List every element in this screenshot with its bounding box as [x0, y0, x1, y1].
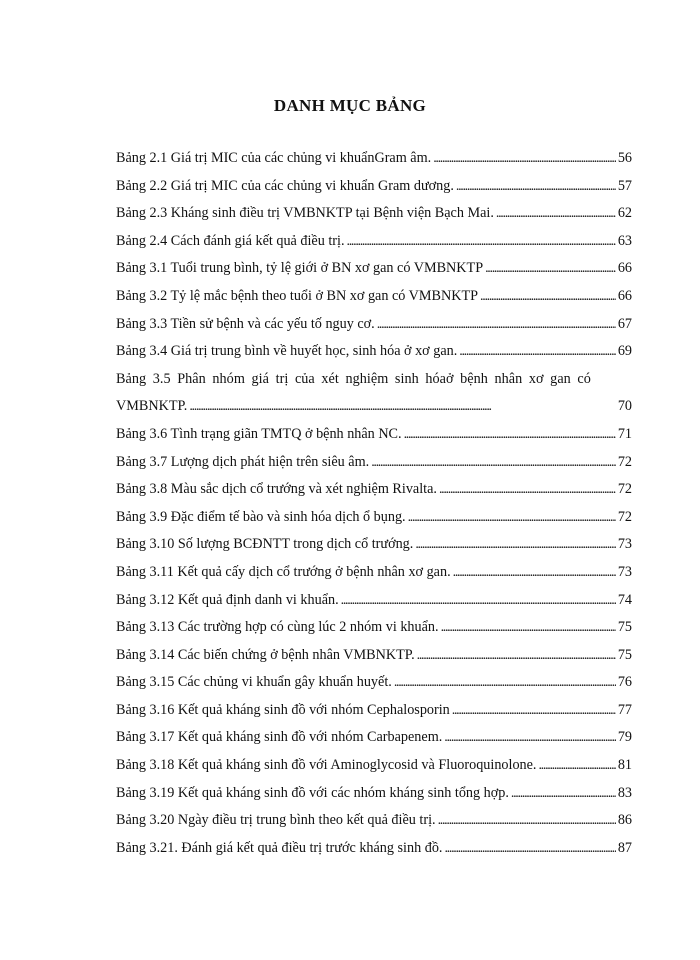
- dot-leader: [444, 729, 616, 746]
- list-item: [116, 178, 632, 206]
- dot-leader: [371, 454, 616, 471]
- list-item: [116, 592, 632, 620]
- entry-label: Bảng 3.1 Tuổi trung bình, tỷ lệ giới ở BN xơ gan có VMBNKTP: [116, 260, 484, 277]
- list-item: [116, 757, 632, 785]
- list-item: [116, 840, 632, 868]
- dot-leader: [408, 509, 616, 526]
- entry-label: Bảng 3.8 Màu sắc dịch cổ trướng và xét nghiệm Rivalta.: [116, 481, 437, 498]
- entry-label: Bảng 2.2 Giá trị MIC của các chủng vi khuẩn Gram dương.: [116, 177, 454, 194]
- entry-page: 73: [617, 536, 632, 553]
- list-item: [116, 233, 632, 261]
- entry-label-continued: VMBNKTP.: [116, 398, 188, 415]
- entry-page: 72: [617, 508, 632, 525]
- list-item: [116, 564, 632, 592]
- entry-label: Bảng 2.4 Cách đánh giá kết quả điều trị.: [116, 232, 345, 249]
- entry-page: 66: [617, 260, 632, 277]
- entry-label: Bảng 3.20 Ngày điều trị trung bình theo kết quả điều trị.: [116, 812, 436, 829]
- entry-page: 77: [617, 701, 632, 718]
- entry-page: 69: [617, 343, 632, 360]
- entry-page: 76: [617, 674, 632, 691]
- entry-label: Bảng 3.7 Lượng dịch phát hiện trên siêu âm.: [116, 453, 370, 470]
- dot-leader: [394, 674, 616, 691]
- list-item: [116, 729, 632, 757]
- entry-label: Bảng 3.9 Đặc điểm tế bào và sinh hóa dịch ổ bụng.: [116, 508, 406, 525]
- entry-page: 75: [617, 646, 632, 663]
- dot-leader: [347, 233, 616, 250]
- entry-label: Bảng 3.10 Số lượng BCĐNTT trong dịch cổ trướng.: [116, 536, 414, 553]
- entry-label: Bảng 3.16 Kết quả kháng sinh đồ với nhóm Cephalosporin: [116, 701, 450, 718]
- list-item: [116, 150, 632, 178]
- dot-leader: [456, 178, 616, 195]
- entry-label: Bảng 3.6 Tình trạng giãn TMTQ ở bệnh nhân NC.: [116, 425, 402, 442]
- dot-leader: [417, 647, 616, 664]
- entry-page: 63: [617, 232, 632, 249]
- dot-leader: [415, 536, 616, 553]
- entry-page: 79: [617, 729, 632, 746]
- entry-page: 72: [617, 481, 632, 498]
- list-item: [116, 481, 632, 509]
- list-item: [116, 812, 632, 840]
- entry-page: 83: [617, 784, 632, 801]
- entry-label: Bảng 3.19 Kết quả kháng sinh đồ với các nhóm kháng sinh tổng hợp.: [116, 784, 509, 801]
- list-item: [116, 260, 632, 288]
- list-item: [116, 288, 632, 316]
- entry-label: Bảng 3.12 Kết quả định danh vi khuẩn.: [116, 591, 339, 608]
- entry-page: 73: [617, 563, 632, 580]
- entry-label: Bảng 3.13 Các trường hợp có cùng lúc 2 nhóm vi khuẩn.: [116, 619, 439, 636]
- dot-leader: [485, 260, 616, 277]
- dot-leader: [377, 316, 616, 333]
- dot-leader: [453, 564, 616, 581]
- dot-leader: [404, 426, 616, 443]
- dot-leader: [189, 398, 615, 415]
- entry-label: Bảng 3.17 Kết quả kháng sinh đồ với nhóm Carbapenem.: [116, 729, 443, 746]
- entry-label: Bảng 3.4 Giá trị trung bình về huyết học, sinh hóa ở xơ gan.: [116, 343, 458, 360]
- entry-page: 86: [617, 812, 632, 829]
- entry-page: 72: [617, 453, 632, 470]
- entry-page: 66: [617, 287, 632, 304]
- dot-leader: [438, 812, 616, 829]
- list-item: [116, 619, 632, 647]
- entry-label: Bảng 3.18 Kết quả kháng sinh đồ với Aminoglycosid và Fluoroquinolone.: [116, 757, 537, 774]
- dot-leader: [511, 785, 616, 802]
- dot-leader: [341, 592, 616, 609]
- dot-leader: [439, 481, 616, 498]
- entry-page: 81: [617, 757, 632, 774]
- dot-leader: [444, 840, 615, 857]
- dot-leader: [459, 343, 616, 360]
- list-item: [116, 316, 632, 344]
- list-item: [116, 205, 632, 233]
- entry-label: Bảng 2.3 Kháng sinh điều trị VMBNKTP tại Bệnh viện Bạch Mai.: [116, 205, 494, 222]
- entry-continuation: [116, 398, 632, 426]
- list-item: [116, 702, 632, 730]
- entry-page: 67: [617, 315, 632, 332]
- list-item: [116, 343, 632, 371]
- list-item: [116, 509, 632, 537]
- entry-page: 70: [617, 398, 632, 415]
- list-item: [116, 674, 632, 702]
- list-item: [116, 536, 632, 564]
- entry-label: Bảng 3.15 Các chủng vi khuẩn gây khuẩn huyết.: [116, 674, 392, 691]
- list-item: [116, 785, 632, 813]
- dot-leader: [452, 702, 616, 719]
- entry-page: 71: [617, 425, 632, 442]
- entry-page: 75: [617, 619, 632, 636]
- dot-leader: [441, 619, 616, 636]
- entry-page: 87: [617, 839, 632, 856]
- entry-label: Bảng 3.21. Đánh giá kết quả điều trị trước kháng sinh đồ.: [116, 839, 443, 856]
- dot-leader: [433, 150, 616, 167]
- list-item: [116, 647, 632, 675]
- entry-page: 57: [617, 177, 632, 194]
- entry-label: Bảng 3.5 Phân nhóm giá trị của xét nghiệm sinh hóaở bệnh nhân xơ gan có: [116, 370, 591, 387]
- entry-page: 74: [617, 591, 632, 608]
- entry-label: Bảng 3.14 Các biến chứng ở bệnh nhân VMBNKTP.: [116, 646, 415, 663]
- entry-page: 56: [617, 150, 632, 166]
- table-list: [116, 150, 632, 867]
- list-item: [116, 454, 632, 482]
- entry-label: Bảng 2.1 Giá trị MIC của các chủng vi khuẩnGram âm.: [116, 150, 432, 166]
- dot-leader: [496, 205, 616, 222]
- list-item: [116, 426, 632, 454]
- entry-label: Bảng 3.3 Tiền sử bệnh và các yếu tố nguy cơ.: [116, 315, 375, 332]
- dot-leader: [538, 757, 615, 774]
- entry-label: Bảng 3.2 Tỷ lệ mắc bệnh theo tuổi ở BN xơ gan có VMBNKTP: [116, 287, 479, 304]
- entry-page: 62: [617, 205, 632, 222]
- dot-leader: [480, 288, 616, 305]
- list-item: [116, 371, 632, 426]
- page-title: DANH MỤC BẢNG: [273, 96, 427, 115]
- entry-label: Bảng 3.11 Kết quả cấy dịch cổ trướng ở bệnh nhân xơ gan.: [116, 563, 451, 580]
